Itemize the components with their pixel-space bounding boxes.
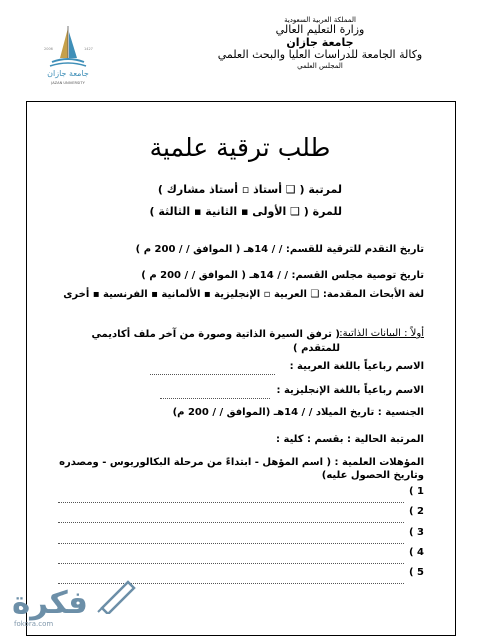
watermark-logo-text: فكرة: [12, 585, 88, 621]
header-block: [190, 16, 450, 70]
section1-label: أولاً : البيانات الذاتية:: [339, 328, 424, 339]
name-ar-field[interactable]: [150, 365, 275, 375]
pencil-icon: [96, 574, 142, 614]
council-date-line: تاريخ توصية مجلس القسم: / / 14هـ ( الموافق / / 200 م ): [141, 270, 424, 281]
logo-arabic-text: جامعة جازان: [47, 69, 89, 78]
current-rank-line: المرتبة الحالية : بقسم : كلية :: [276, 434, 424, 445]
name-ar-label: الاسم رباعياً باللغة العربية :: [289, 361, 424, 372]
qualification-item-5: 5 ): [408, 567, 424, 578]
qualification-field-1[interactable]: [58, 493, 404, 503]
qualification-item-3: 3 ): [408, 527, 424, 538]
attempt-options: للمرة ( ❑ الأولى ▪ الثانية ▪ الثالثة ): [149, 205, 342, 218]
rank-options: لمرتبة ( ❑ أستاذ ▫ أستاذ مشارك ): [157, 183, 342, 196]
logo-year-right: 1427: [84, 47, 93, 51]
header-council: المجلس العلمي: [297, 61, 343, 70]
header-agency: وكالة الجامعة للدراسات العليا والبحث العلمي: [217, 48, 423, 62]
nationality-line: الجنسية : تاريخ الميلاد / / 14هـ (الموافق / / 200 م): [172, 407, 424, 418]
qualification-item-1: 1 ): [408, 486, 424, 497]
logo-english-text: JAZAN UNIVERSITY: [51, 81, 85, 85]
section1-note: ( ترفق السيرة الذاتية وصورة من آخر ملف أكاديمي للمتقدم ): [91, 329, 340, 354]
qualifications-label: المؤهلات العلمية : ( اسم المؤهل - ابتداءً من مرحلة البكالوريوس - ومصدره وتاريخ الحصول عليه): [59, 457, 424, 481]
name-en-label: الاسم رباعياً باللغة الإنجليزية :: [276, 385, 424, 396]
name-en-field[interactable]: [160, 389, 270, 399]
qualification-item-4: 4 ): [408, 547, 424, 558]
header-university: جامعة جازان: [286, 35, 354, 49]
watermark-url: fokora.com: [14, 620, 54, 628]
form-title: طلب ترقية علمية: [149, 133, 331, 162]
dept-date-line: تاريخ التقدم للترقية للقسم: / / 14هـ ( الموافق / / 200 م ): [135, 244, 424, 255]
qualification-field-4[interactable]: [58, 554, 404, 564]
section1-heading: [339, 328, 424, 339]
header-ministry: وزارة التعليم العالي: [275, 23, 365, 37]
qualification-field-3[interactable]: [58, 534, 404, 544]
languages-line: لغة الأبحاث المقدمة: ❑ العربية ▫ الإنجليزية ▪ الألمانية ▪ الفرنسية ▪ أخرى: [63, 289, 424, 300]
logo-year-left: 2006: [44, 47, 53, 51]
qualification-field-2[interactable]: [58, 513, 404, 523]
header-country: المملكة العربية السعودية: [284, 16, 356, 24]
qualification-item-2: 2 ): [408, 506, 424, 517]
university-logo-icon: [40, 22, 96, 92]
